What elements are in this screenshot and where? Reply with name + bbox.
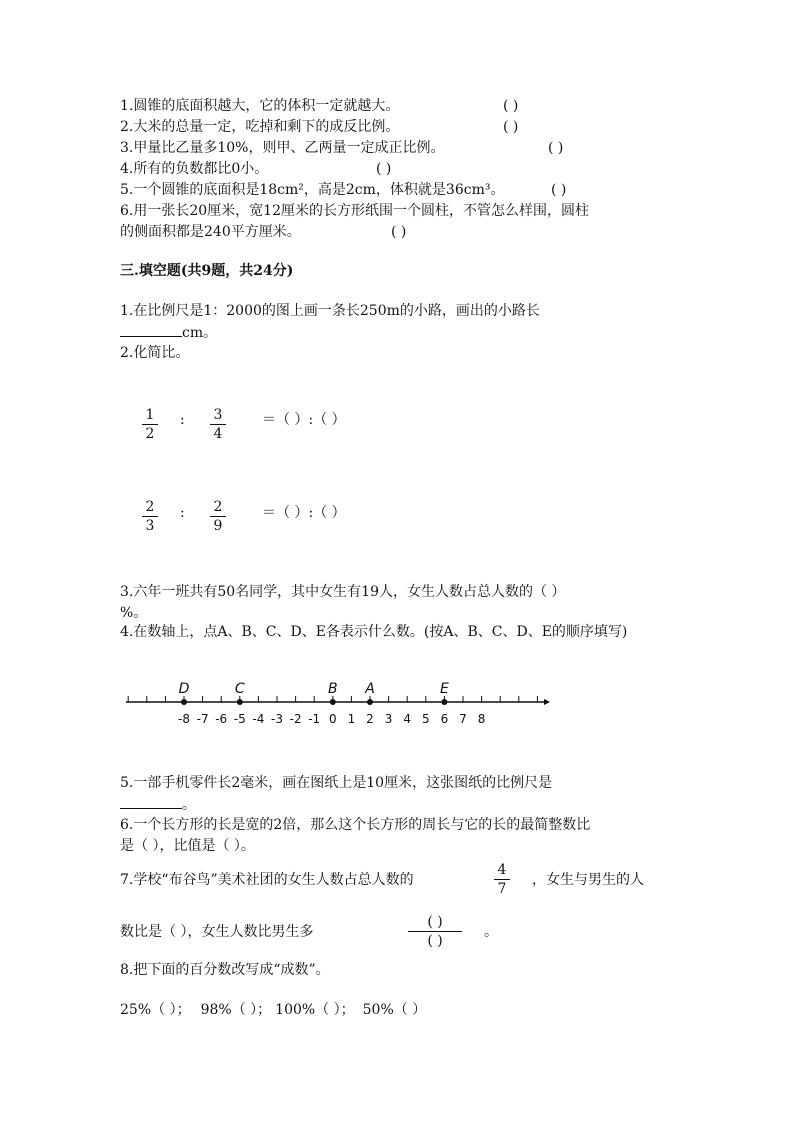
q7-text-d: 。: [484, 924, 498, 940]
answer-blank[interactable]: [120, 322, 182, 337]
tick-label: 5: [421, 712, 430, 726]
q2-row1-colon: :: [180, 412, 185, 428]
q6-text: 6.一个长方形的长是宽的2倍，那么这个长方形的周长与它的长的最简整数比: [120, 817, 591, 833]
tick-label: -7: [196, 712, 209, 726]
q3-text-line2: %。: [120, 605, 148, 621]
tick-label: -6: [215, 712, 228, 726]
q8-item[interactable]: 25%（ ）；: [120, 1002, 191, 1018]
q8-item[interactable]: 50%（ ）: [362, 1002, 427, 1018]
point-A: [367, 699, 373, 705]
q2-row2-fraction-a: [142, 499, 158, 534]
tick-label: -1: [308, 712, 321, 726]
judge-answer-paren-6[interactable]: ( ): [391, 224, 407, 240]
tick-label: 7: [459, 712, 467, 726]
q7-text-c[interactable]: 数比是（ ），女生人数比男生多: [120, 924, 314, 940]
judge-answer-paren-1[interactable]: ( ): [503, 98, 519, 114]
tick-label: -3: [271, 712, 283, 726]
number-line-axis: [126, 699, 550, 705]
judge-answer-paren-5[interactable]: ( ): [551, 182, 567, 198]
q6-text-line2[interactable]: 是（ ），比值是（ ）。: [120, 838, 255, 854]
fraction-denominator: 2: [145, 426, 155, 442]
judge-item-3: [120, 138, 444, 158]
q5-suffix: 。: [182, 797, 196, 813]
q8-item[interactable]: 98%（ ）；: [200, 1002, 272, 1018]
point-label-A: A: [365, 681, 375, 697]
q7-blank-fraction[interactable]: [408, 914, 462, 949]
fraction-numerator: 2: [213, 499, 223, 515]
judge-item-6: [120, 201, 589, 221]
fraction-numerator: 3: [213, 407, 223, 423]
tick-label: 1: [347, 712, 356, 726]
q3-text: 3.六年一班共有50名同学，其中女生有19人，女生人数占总人数的（ ）: [120, 584, 566, 600]
q5-answer-line: [120, 794, 196, 815]
tick-label: 3: [384, 712, 393, 726]
fraction-denominator: 4: [213, 426, 223, 442]
q8-item[interactable]: 100%（ ）；: [275, 1002, 355, 1018]
q5-text: 5.一部手机零件长2毫米，画在图纸上是10厘米，这张图纸的比例尺是: [120, 775, 553, 791]
fraction-numerator: 1: [145, 407, 155, 423]
fraction-numerator-blank: ( ): [427, 914, 443, 930]
arrow-icon: [544, 699, 550, 705]
q2-row1-fraction-b: [210, 407, 226, 442]
judge-item-text: 1.圆锥的底面积越大，它的体积一定就越大。: [120, 98, 400, 114]
tick-label: 0: [328, 712, 337, 726]
tick-label: 6: [440, 712, 449, 726]
q7-text-a: 7.学校“布谷鸟”美术社团的女生人数占总人数的: [120, 872, 414, 888]
judge-item-1: [120, 96, 399, 116]
q2-row2-fraction-b: [210, 499, 226, 534]
judge-item-text: 6.用一张长20厘米，宽12厘米的长方形纸围一个圆柱，不管怎么样围，圆柱: [120, 203, 589, 219]
point-E: [441, 699, 447, 705]
q7-text-b: ，女生与男生的人: [532, 872, 644, 888]
q2-title: 2.化简比。: [120, 345, 190, 361]
fraction-denominator: 3: [145, 518, 155, 534]
fraction-denominator: 7: [497, 881, 507, 897]
tick-label: -4: [252, 712, 265, 726]
point-C: [237, 699, 243, 705]
judge-item-2: [120, 117, 399, 137]
q8-title: 8.把下面的百分数改写成“成数”。: [120, 962, 330, 978]
point-label-E: E: [439, 681, 449, 697]
fraction-denominator-blank: ( ): [427, 933, 443, 949]
point-label-B: B: [327, 681, 338, 697]
point-label-D: D: [178, 681, 190, 697]
tick-label: -2: [289, 712, 302, 726]
q1-text: 1.在比例尺是1：2000的图上画一条长250m的小路，画出的小路长: [120, 303, 540, 319]
tick-label: -8: [178, 712, 190, 726]
point-B: [330, 699, 336, 705]
point-label-C: C: [234, 681, 245, 697]
tick-label: 4: [403, 712, 412, 726]
judge-answer-paren-3[interactable]: ( ): [548, 140, 564, 156]
judge-item-text: 2.大米的总量一定，吃掉和剩下的成反比例。: [120, 119, 400, 135]
tick-label: 2: [366, 712, 374, 726]
judge-answer-paren-4[interactable]: ( ): [376, 161, 392, 177]
q7-fraction: [494, 862, 510, 897]
q4-text: 4.在数轴上，点A、B、C、D、E各表示什么数。(按A、B、C、D、E的顺序填写): [120, 624, 628, 640]
judge-item-6-line2: 的侧面积都是240平方厘米。: [120, 224, 301, 240]
judge-item-4: [120, 159, 268, 179]
q2-row2-colon: :: [180, 505, 185, 521]
q1-suffix: cm。: [182, 325, 218, 341]
number-line-labels: [178, 712, 485, 726]
answer-blank[interactable]: [120, 794, 182, 809]
fraction-numerator: 2: [145, 499, 155, 515]
fraction-numerator: 4: [497, 862, 507, 878]
q2-row1-fraction-a: [142, 407, 158, 442]
section-title: 三.填空题(共9题，共24分): [120, 263, 294, 279]
judge-item-text: 5.一个圆锥的底面积是18cm²，高是2cm，体积就是36cm³。: [120, 182, 505, 198]
judge-item-text: 4.所有的负数都比0小。: [120, 161, 269, 177]
judge-item-5: [120, 180, 504, 200]
point-D: [181, 699, 187, 705]
judge-item-text: 3.甲量比乙量多10%，则甲、乙两量一定成正比例。: [120, 140, 445, 156]
tick-label: 8: [477, 712, 486, 726]
q2-row2-answer[interactable]: ＝（ ）:（ ）: [262, 505, 346, 521]
judge-answer-paren-2[interactable]: ( ): [503, 119, 519, 135]
q8-items: [120, 1000, 426, 1020]
q1-answer-line: [120, 322, 217, 343]
number-line: [120, 676, 560, 732]
fraction-denominator: 9: [213, 518, 223, 534]
q2-row1-answer[interactable]: ＝（ ）:（ ）: [262, 412, 346, 428]
tick-label: -5: [233, 712, 246, 726]
